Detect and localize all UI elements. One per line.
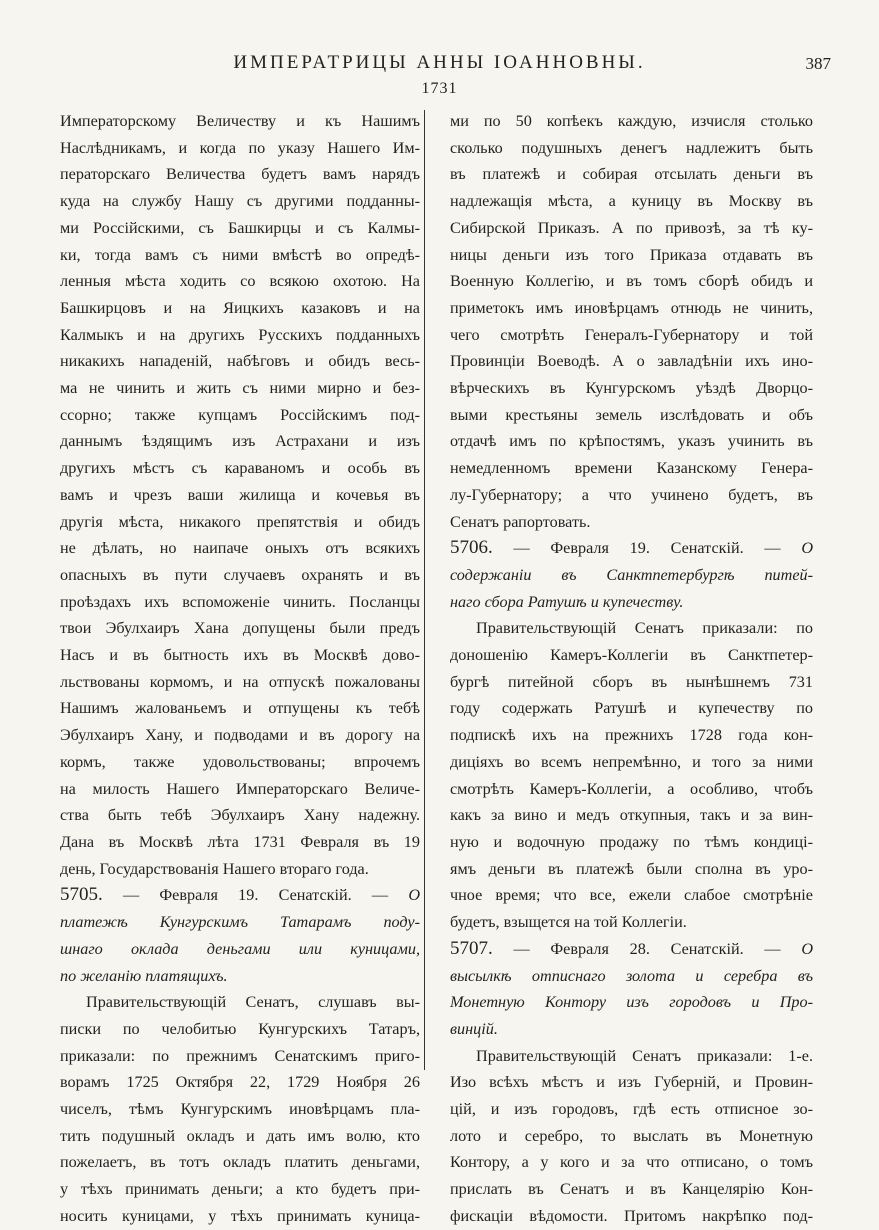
text-line: Контору, а у кого и за что отписано, о томъ bbox=[450, 1153, 813, 1172]
paragraph-continuation bbox=[450, 108, 813, 535]
text-line: ленныя мѣста ходить со всякою охотою. На bbox=[60, 272, 420, 291]
page-number: 387 bbox=[805, 54, 831, 73]
text-line: приметокъ имъ иновѣрцамъ отнюдь не чинить, bbox=[450, 298, 813, 317]
text-line: чего смотрѣть Генералъ-Губернатору и той bbox=[450, 325, 813, 344]
text-line: сколько подушныхъ денегъ надлежитъ быть bbox=[450, 138, 813, 157]
text-line: носить куницами, у тѣхъ принимать куница- bbox=[60, 1206, 420, 1225]
text-line: вѣрческихъ въ Кунгурскомъ уѣздѣ Дворцо- bbox=[450, 379, 813, 398]
text-line: Насъ и въ бытность ихъ въ Москвѣ дово- bbox=[60, 646, 420, 665]
decree-title-line: винцiй. bbox=[450, 1019, 498, 1038]
decree-5705 bbox=[60, 882, 420, 1229]
left-column bbox=[60, 108, 420, 1230]
column-divider bbox=[424, 110, 425, 1070]
text-line: Наслѣдникамъ, и когда по указу Нашего Им- bbox=[60, 138, 420, 157]
decree-body bbox=[60, 989, 420, 1229]
text-line: приказали: по прежнимъ Сенатскимъ приго- bbox=[60, 1046, 420, 1065]
text-line: вамъ и чрезъ ваши жилища и кочевья въ bbox=[60, 485, 420, 504]
text-line: Дана въ Москвѣ лѣта 1731 Февраля въ 19 bbox=[60, 832, 420, 851]
decree-header bbox=[60, 882, 420, 909]
text-line: бургѣ питейной сборъ въ нынѣшнемъ 731 bbox=[450, 672, 813, 691]
text-line: отдачѣ имъ по крѣпостямъ, указъ учинить въ bbox=[450, 432, 813, 451]
text-line: на милость Нашего Императорскаго Величе- bbox=[60, 779, 420, 798]
text-line: у тѣхъ принимать деньги; а кто будетъ при- bbox=[60, 1180, 420, 1199]
text-line: подпискѣ ихъ на прежнихъ 1728 года кон- bbox=[450, 726, 813, 745]
text-line: льствованы кормомъ, и на отпускѣ пожалованы bbox=[60, 672, 420, 691]
text-line: цiй, и изъ городовъ, гдѣ есть отписное зо- bbox=[450, 1100, 813, 1119]
decree-title-line: высылкѣ отписнаго золота и серебра въ bbox=[450, 966, 813, 985]
decree-title-line: наго сбора Ратушѣ и купечеству. bbox=[450, 592, 684, 611]
text-line: Башкирцовъ и на Яицкихъ казаковъ и на bbox=[60, 298, 420, 317]
text-line: чиселъ, тѣмъ Кунгурскимъ иновѣрцамъ пла- bbox=[60, 1100, 420, 1119]
decree-title-start: О bbox=[408, 886, 421, 905]
text-line: лу-Губернатору; а что учинено будетъ, въ bbox=[450, 485, 813, 504]
header-title: ИМПЕРАТРИЦЫ АННЫ IОАННОВНЫ. bbox=[233, 52, 646, 73]
text-line: ми по 50 копѣекъ каждую, изчисля столько bbox=[450, 112, 813, 130]
decree-date: — Февраля 19. Сенатскiй. — bbox=[122, 886, 389, 905]
decree-title-line: содержанiи въ Санктпетербургѣ питей- bbox=[450, 565, 813, 584]
text-line: опасныхъ въ пути случаевъ охранять и въ bbox=[60, 565, 420, 584]
decree-date: — Февраля 28. Сенатскiй. — bbox=[513, 939, 781, 958]
text-line: другихъ мѣстъ съ караваномъ и особь въ bbox=[60, 459, 420, 478]
decree-5707 bbox=[450, 936, 813, 1230]
decree-date: — Февраля 19. Сенатскiй. — bbox=[513, 539, 781, 558]
text-line: Правительствующiй Сенатъ, слушавъ вы- bbox=[86, 993, 420, 1012]
text-line: ства быть тебѣ Эбулхаиръ Хану надежну. bbox=[60, 806, 420, 825]
text-line: ную и водочную продажу по тѣмъ кондицi- bbox=[450, 832, 813, 851]
text-line: Правительствующiй Сенатъ приказали: по bbox=[476, 619, 813, 638]
text-line: смотрѣть Камеръ-Коллегiи, а особливо, чтобъ bbox=[450, 779, 813, 798]
text-line: Нашимъ жалованьемъ и отпущены къ тебѣ bbox=[60, 699, 420, 718]
decree-title bbox=[450, 963, 813, 1043]
text-line: Изо всѣхъ мѣстъ и изъ Губернiй, и Провин- bbox=[450, 1073, 813, 1092]
text-line: проѣздахъ ихъ вспоможенiе чинить. Посланцы bbox=[60, 592, 420, 611]
text-line: Эбулхаиръ Хану, и подводами и въ дорогу на bbox=[60, 726, 420, 745]
text-line: Военную Коллегiю, и въ томъ сборѣ обидъ и bbox=[450, 272, 813, 291]
decree-body bbox=[450, 615, 813, 935]
text-line: твои Эбулхаиръ Хана допущены были предъ bbox=[60, 619, 420, 638]
text-line: ницы деньги изъ того Приказа отдавать въ bbox=[450, 245, 813, 264]
text-line: не дѣлать, но наипаче оныхъ отъ всякихъ bbox=[60, 539, 420, 558]
year-heading: 1731 bbox=[421, 80, 458, 97]
text-line: Калмыкъ и на другихъ Русскихъ подданныхъ bbox=[60, 325, 420, 344]
text-line: надлежащiя мѣста, а куницу въ Москву въ bbox=[450, 192, 813, 211]
text-line: кормъ, также удовольствованы; впрочемъ bbox=[60, 752, 420, 771]
decree-title-line: платежѣ Кунгурскимъ Татарамъ поду- bbox=[60, 913, 420, 932]
text-line: немедленномъ времени Казанскому Генера- bbox=[450, 459, 813, 478]
text-line: пожелаетъ, въ тотъ окладъ платить деньгами, bbox=[60, 1153, 420, 1172]
decree-title-line: Монетную Контору изъ городовъ и Про- bbox=[450, 993, 813, 1012]
text-line: будетъ, взыщется на той Коллегiи. bbox=[450, 913, 687, 932]
decree-number: 5706. bbox=[450, 537, 493, 559]
text-line: даннымъ ѣздящимъ изъ Астрахани и изъ bbox=[60, 432, 420, 451]
decree-title-start: О bbox=[801, 939, 814, 958]
text-line: какъ за вино и медъ откупныя, такъ и за вин- bbox=[450, 806, 813, 825]
running-header bbox=[0, 52, 879, 76]
decree-header bbox=[450, 936, 813, 963]
text-line: доношенiю Камеръ-Коллегiи въ Санктпетер- bbox=[450, 646, 813, 665]
right-column bbox=[450, 108, 813, 1230]
text-line: другiя мѣста, никакого препятствiя и обидъ bbox=[60, 512, 420, 531]
text-line: дицiяхъ во всемъ непремѣнно, и того за ними bbox=[450, 752, 813, 771]
text-line: ямъ деньги въ платежѣ были сполна въ уро- bbox=[450, 859, 813, 878]
text-line: куда на службу Нашу съ другими подданны- bbox=[60, 192, 420, 211]
text-line: никакихъ нападенiй, набѣговъ и обидъ весь- bbox=[60, 352, 420, 371]
text-line: Правительствующiй Сенатъ приказали: 1-е. bbox=[476, 1046, 813, 1065]
text-line: лото и серебро, то выслать въ Монетную bbox=[450, 1126, 813, 1145]
text-line: ки, тогда вамъ съ ними вмѣстѣ во опредѣ- bbox=[60, 245, 420, 264]
decree-number: 5705. bbox=[60, 884, 103, 906]
decree-5706 bbox=[450, 535, 813, 936]
text-line: писки по челобитью Кунгурскихъ Татаръ, bbox=[60, 1019, 420, 1038]
text-line: фискацiи вѣдомости. Притомъ накрѣпко под- bbox=[450, 1206, 813, 1225]
paragraph-continuation bbox=[60, 108, 420, 882]
text-line: Провинцiи Воеводѣ. А о завладѣнiи ихъ ино- bbox=[450, 352, 813, 371]
text-line: ворамъ 1725 Октября 22, 1729 Ноября 26 bbox=[60, 1073, 420, 1092]
text-line: ма не чинить и жить съ ними мирно и без- bbox=[60, 379, 420, 398]
text-line: выми крестьяны земель изслѣдовать и объ bbox=[450, 405, 813, 424]
decree-title-line: шнаго оклада деньгами или куницами, bbox=[60, 939, 420, 958]
decree-title-line: по желанiю платящихъ. bbox=[60, 966, 228, 985]
text-line: ператорскаго Величества будетъ вамъ нарядъ bbox=[60, 165, 420, 184]
text-line: ми Россiйскими, съ Башкирцы и съ Калмы- bbox=[60, 218, 420, 237]
decree-title bbox=[60, 909, 420, 989]
text-line: Сибирской Приказъ. А по привозѣ, за тѣ ку- bbox=[450, 218, 813, 237]
text-line: тить подушный окладъ и дать имъ волю, кто bbox=[60, 1126, 420, 1145]
text-line: Сенатъ рапортовать. bbox=[450, 512, 591, 531]
decree-title bbox=[450, 562, 813, 615]
text-line: Императорскому Величеству и къ Нашимъ bbox=[60, 112, 420, 130]
decree-header bbox=[450, 535, 813, 562]
text-line: день, Государствованiя Нашего втораго года. bbox=[60, 859, 369, 878]
text-line: ссорно; также купцамъ Россiйскимъ под- bbox=[60, 405, 420, 424]
text-line: прислать въ Сенатъ и въ Канцелярiю Кон- bbox=[450, 1180, 813, 1199]
decree-number: 5707. bbox=[450, 937, 493, 959]
decree-title-start: О bbox=[801, 539, 814, 558]
text-line: въ платежѣ и собирая отсылать деньги въ bbox=[450, 165, 813, 184]
text-line: году содержать Ратушѣ и купечеству по bbox=[450, 699, 813, 718]
text-line: чное время; что все, ежели слабое смотрѣнiе bbox=[450, 886, 813, 905]
decree-body bbox=[450, 1043, 813, 1230]
